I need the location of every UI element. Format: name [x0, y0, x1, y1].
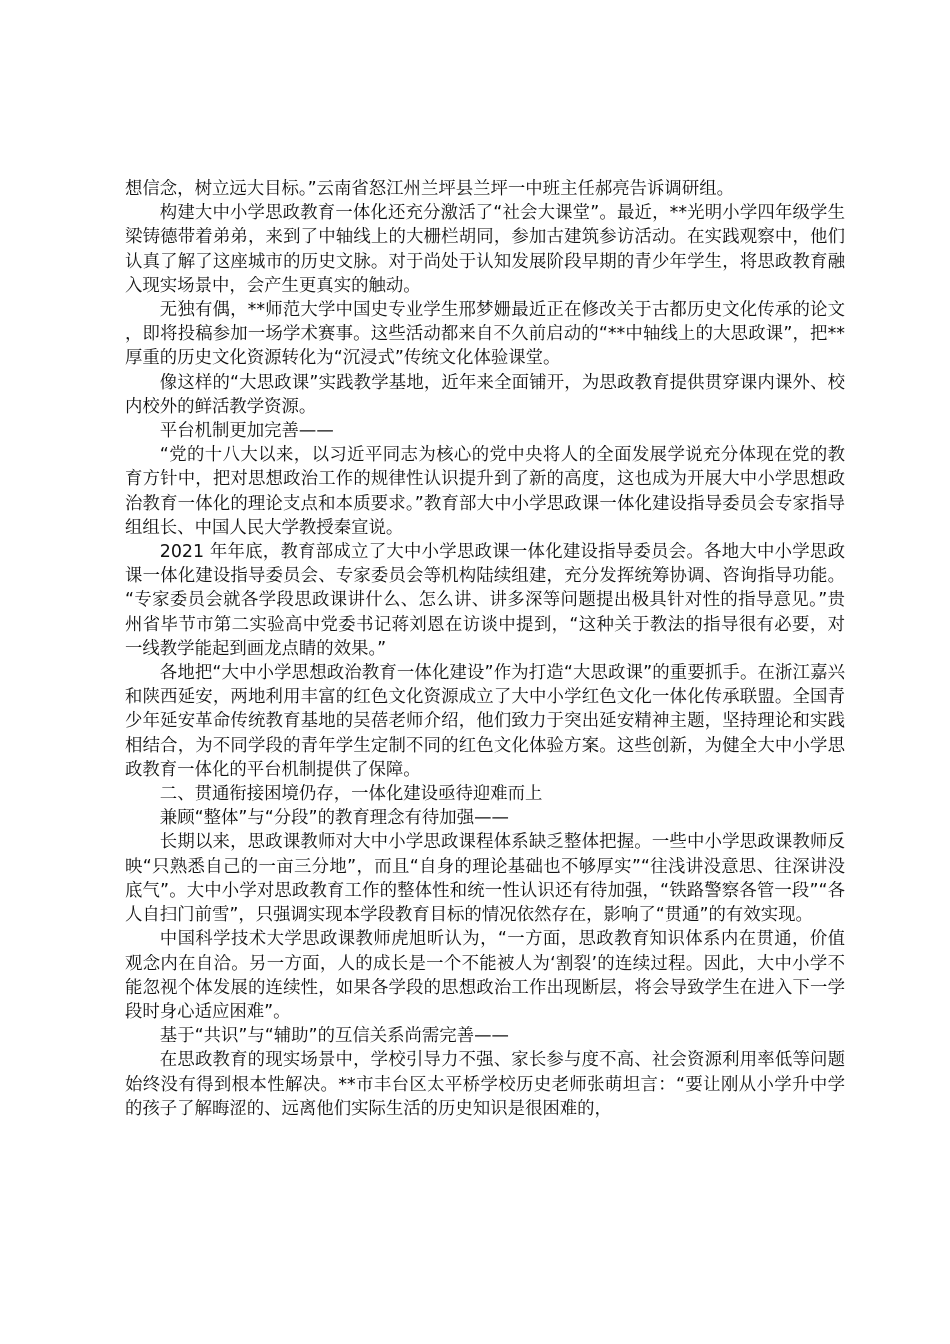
document-body [125, 177, 845, 1121]
paragraph-qin-xuan-quote: “党的十八大以来，以习近平同志为核心的党中央将人的全面发展学说充分体现在党的教育方针中，把对思想政治工作的规律性认识提升到了新的高度，这也成为开展大中小学思想政治教育一体化的理论支点和本质要求。”教育部大中小学思政课一体化建设指导委员会专家指导组组长、中国人民大学教授秦宣说。 [125, 445, 845, 538]
paragraph-continuation: 想信念，树立远大目标。”云南省怒江州兰坪县兰坪一中班主任郝亮告诉调研组。 [125, 179, 734, 199]
paragraph-practice-bases: 像这样的“大思政课”实践教学基地，近年来全面铺开，为思政教育提供贯穿课内课外、校内校外的鲜活教学资源。 [125, 372, 845, 417]
paragraph-committee-2021: 2021 年年底，教育部成立了大中小学思政课一体化建设指导委员会。各地大中小学思政课一体化建设指导委员会、专家委员会等机构陆续组建，充分发挥统筹协调、咨询指导功能。“专家委员会就各学段思政课讲什么、怎么讲、讲多深等问题提出极具针对性的指导意见。”贵州省毕节市第二实验高中党委书记蒋刘恩在访谈中提到，“这种关于教法的指导很有必要，对一线教学能起到画龙点睛的效果。” [125, 542, 845, 659]
paragraph-red-culture-alliance: 各地把“大中小学思想政治教育一体化建设”作为打造“大思政课”的重要抓手。在浙江嘉兴和陕西延安，两地利用丰富的红色文化资源成立了大中小学红色文化一体化传承联盟。全国青少年延安革命传统教育基地的吴蓓老师介绍，他们致力于突出延安精神主题，坚持理论和实践相结合，为不同学段的青年学生定制不同的红色文化体验方案。这些创新，为健全大中小学思政教育一体化的平台机制提供了保障。 [125, 663, 845, 780]
paragraph-real-scenarios: 在思政教育的现实场景中，学校引导力不强、家长参与度不高、社会资源利用率低等问题始终没有得到根本性解决。**市丰台区太平桥学校历史老师张萌坦言：“要让刚从小学升中学的孩子了解晦涩的、远离他们实际生活的历史知识是很困难的， [125, 1050, 845, 1119]
paragraph-social-classroom: 构建大中小学思政教育一体化还充分激活了“社会大课堂”。最近，**光明小学四年级学生梁铸德带着弟弟，来到了中轴线上的大栅栏胡同，参加古建筑参访活动。在实践观察中，他们认真了解了这座城市的历史文脉。对于尚处于认知发展阶段早期的青少年学生，将思政教育融入现实场景中，会产生更真实的触动。 [125, 203, 845, 296]
section-heading-two: 二、贯通衔接困境仍存，一体化建设亟待迎难而上 [159, 784, 543, 805]
paragraph-hu-xuxin-quote: 中国科学技术大学思政课教师虎旭昕认为，“一方面，思政教育知识体系内在贯通，价值观念内在自洽。另一方面，人的成长是一个不能被人为‘割裂’的连续过程。因此，大中小学不能忽视个体发展的连续性，如果各学段的思想政治工作出现断层，将会导致学生在进入下一学段时身心适应困难”。 [125, 929, 845, 1022]
subheading-platform-mechanism: 平台机制更加完善—— [159, 421, 334, 442]
subheading-whole-and-segment: 兼顾“整体”与“分段”的教育理念有待加强—— [159, 808, 509, 829]
subheading-consensus-and-assist: 基于“共识”与“辅助”的互信关系尚需完善—— [159, 1026, 509, 1047]
paragraph-central-axis: 无独有偶，**师范大学中国史专业学生邢梦姗最近正在修改关于古都历史文化传承的论文，即将投稿参加一场学术赛事。这些活动都来自不久前启动的“**中轴线上的大思政课”，把**厚重的历史文化资源转化为“沉浸式”传统文化体验课堂。 [125, 300, 845, 369]
paragraph-teachers-grasp: 长期以来，思政课教师对大中小学思政课程体系缺乏整体把握。一些中小学思政课教师反映“只熟悉自己的一亩三分地”，而且“自身的理论基础也不够厚实”“往浅讲没意思、往深讲没底气”。大中小学对思政教育工作的整体性和统一性认识还有待加强，“铁路警察各管一段”“各人自扫门前雪”，只强调实现本学段教育目标的情况依然存在，影响了“贯通”的有效实现。 [125, 832, 845, 926]
